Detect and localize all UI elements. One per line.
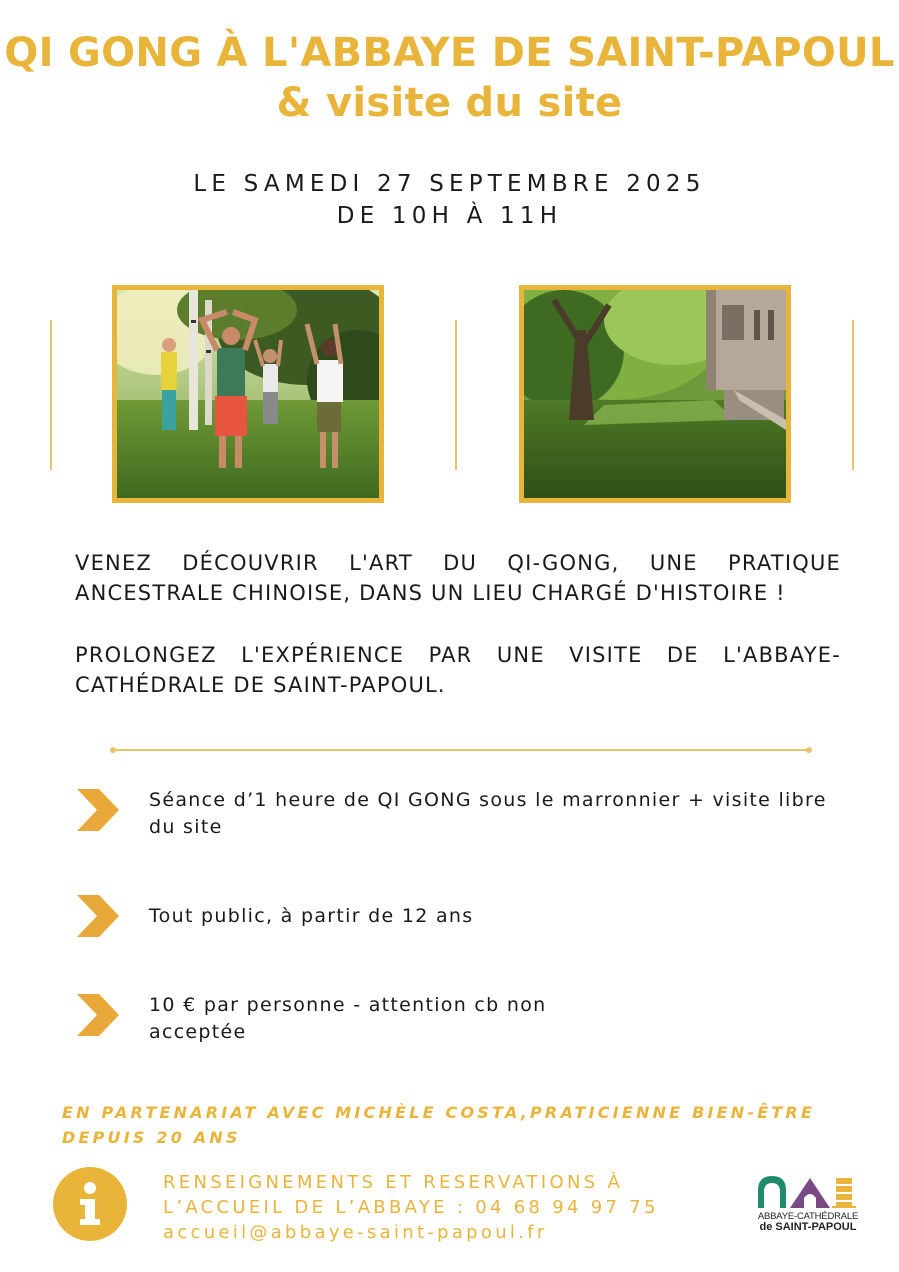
date-line-2: DE 10H À 11H <box>336 203 563 229</box>
decor-line-left <box>50 320 52 470</box>
description-paragraph-1: VENEZ DÉCOUVRIR L'ART DU QI-GONG, UNE PRATIQUE ANCESTRALE CHINOISE, DANS UN LIEU CHARGÉ D'HISTOIRE ! <box>75 551 841 605</box>
event-date <box>0 168 899 232</box>
date-line-1: LE SAMEDI 27 SEPTEMBRE 2025 <box>193 171 706 197</box>
contact-email[interactable]: accueil@abbaye-saint-papoul.fr <box>163 1222 548 1243</box>
title-line-2: & visite du site <box>276 80 623 126</box>
contact-line-1: RENSEIGNEMENTS ET RESERVATIONS À <box>163 1172 624 1193</box>
contact-info <box>163 1170 743 1245</box>
page-title <box>0 28 899 128</box>
chevron-right-icon <box>75 893 121 939</box>
title-line-1: QI GONG À L'ABBAYE DE SAINT-PAPOUL <box>4 30 895 76</box>
item-text: Tout public, à partir de 12 ans <box>149 905 474 927</box>
info-icon <box>53 1167 127 1241</box>
section-divider <box>113 749 809 751</box>
item-text: Séance d’1 heure de QI GONG sous le marronnier + visite libre du site <box>149 789 827 838</box>
photo-abbey-garden <box>519 285 791 503</box>
item-text: 10 € par personne - attention cb non acceptée <box>149 994 547 1043</box>
contact-line-2: L’ACCUEIL DE L’ABBAYE : 04 68 94 97 75 <box>163 1197 659 1218</box>
photo-qigong-group <box>112 285 384 503</box>
partner-note: EN PARTENARIAT AVEC MICHÈLE COSTA,PRATICIENNE BIEN-ÊTRE DEPUIS 20 ANS <box>62 1103 816 1147</box>
decor-line-center <box>455 320 457 470</box>
chevron-right-icon <box>75 992 121 1038</box>
logo-line-1: ABBAYE-CATHÉDRALE <box>757 1211 859 1222</box>
decor-line-right <box>852 320 854 470</box>
logo-line-2: de SAINT-PAPOUL <box>759 1221 857 1233</box>
chevron-right-icon <box>75 787 121 833</box>
logo-caption <box>744 1211 872 1233</box>
description-paragraph-2: PROLONGEZ L'EXPÉRIENCE PAR UNE VISITE DE L'ABBAYE-CATHÉDRALE DE SAINT-PAPOUL. <box>75 643 841 697</box>
